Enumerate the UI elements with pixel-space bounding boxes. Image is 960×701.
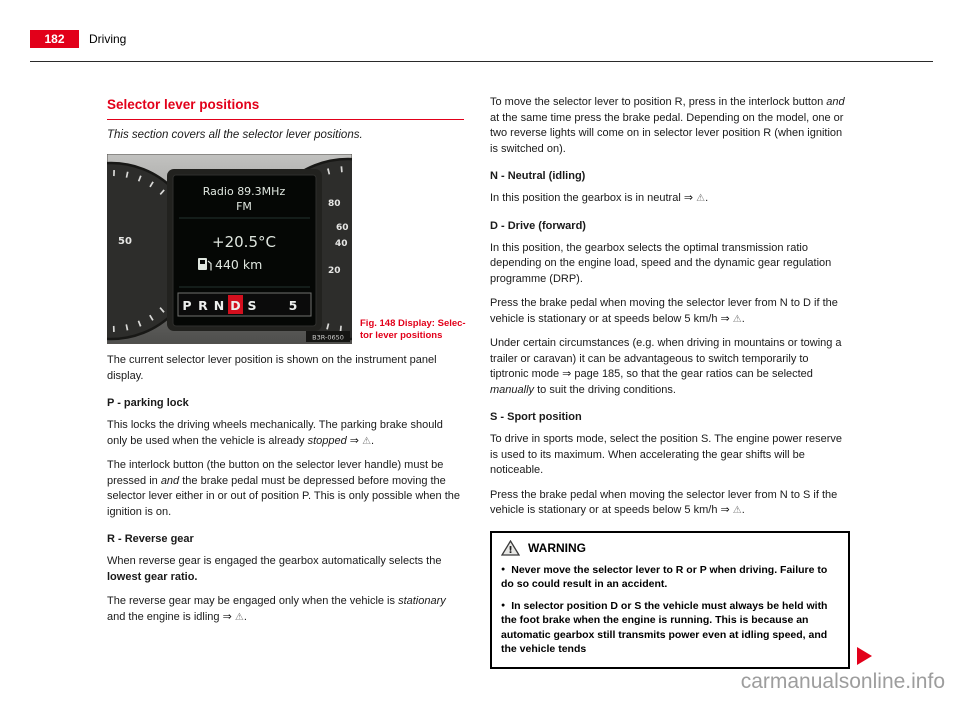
watermark: carmanualsonline.info [740, 670, 945, 693]
gear-letter: S [247, 298, 257, 313]
display-range: 440 km [215, 257, 263, 272]
gauge-label: 60 [336, 223, 349, 233]
figure-caption-line: Fig. 148 Display: Selec- [360, 318, 466, 329]
header-row [30, 30, 933, 48]
gauge-label: 50 [118, 236, 132, 247]
page-header [30, 30, 933, 62]
gear-letter: R [198, 298, 208, 313]
display-radio-text: Radio 89.3MHz [202, 185, 286, 198]
left-column [107, 97, 464, 625]
chapter-title: Driving [89, 32, 127, 46]
instrument-cluster-photo [107, 154, 352, 344]
paragraph: The interlock button (the button on the selector lever handle) must be pressed in and the brake pedal must be depressed before moving the selector lever either in or out of position P. This is only possible when the ignition is on. [107, 459, 461, 518]
warning-box [490, 531, 850, 669]
subheading-neutral: N - Neutral (idling) [490, 170, 586, 182]
gear-letter-active: D [230, 298, 241, 313]
gear-letter: N [213, 298, 225, 313]
figure-caption [360, 318, 466, 342]
figure-part-code: B3R-0650 [312, 333, 344, 342]
current-gear-number: 5 [288, 298, 298, 313]
paragraph: This locks the driving wheels mechanically. The parking brake should only be used when the vehicle is already stopped ⇒ ⚠. [107, 419, 443, 447]
gauge-label: 40 [335, 239, 348, 249]
subheading-drive: D - Drive (forward) [490, 219, 586, 232]
gauge-label: 80 [328, 199, 341, 209]
figure-148 [107, 154, 464, 344]
section-heading: Selector lever positions [107, 97, 464, 120]
figure-caption-line: tor lever positions [360, 330, 443, 341]
subheading-parking-lock: P - parking lock [107, 397, 189, 409]
paragraph: In this position, the gearbox selects the optimal transmission ratio depending on the engine load, speed and the dynamic gear regulation programme (DRP). [490, 241, 832, 285]
paragraph: The reverse gear may be engaged only when the vehicle is stationary and the engine is idling ⇒ ⚠. [107, 595, 446, 623]
paragraph: The current selector lever position is shown on the instrument panel display. [107, 354, 437, 382]
gear-indicator [178, 293, 311, 316]
paragraph: Press the brake pedal when moving the selector lever from N to D if the vehicle is stationary or at speeds below 5 km/h ⇒ ⚠. [490, 297, 838, 325]
subheading-sport: S - Sport position [490, 411, 582, 423]
warning-triangle-icon [501, 540, 520, 556]
page-number-badge: 182 [30, 30, 79, 48]
warning-bullet: ● Never move the selector lever to R or P when driving. Failure to do so could result in an accident. [501, 563, 839, 592]
paragraph: Press the brake pedal when moving the selector lever from N to S if the vehicle is stationary or at speeds below 5 km/h ⇒ ⚠. [490, 488, 838, 516]
warning-header [501, 540, 839, 556]
page-continues-arrow-icon [857, 647, 872, 665]
svg-text:!: ! [508, 544, 513, 556]
subheading-reverse-gear: R - Reverse gear [107, 533, 194, 545]
right-column [490, 95, 850, 669]
gauge-label: 20 [328, 266, 341, 276]
gear-letter: P [182, 298, 192, 313]
paragraph: When reverse gear is engaged the gearbox automatically selects the lowest gear ratio. [107, 555, 442, 583]
warning-title: WARNING [528, 540, 586, 555]
paragraph: To drive in sports mode, select the position S. The engine power reserve is used to its maximum. When accelerating the gear shifts will be noticeable. [490, 433, 842, 476]
paragraph: To move the selector lever to position R, press in the interlock button and at the same time press the brake pedal. Depending on the model, one or two reverse lights will come on in selector lever position R (when ignition is switched on). [490, 96, 845, 155]
warning-bullet: ● In selector position D or S the vehicle must always be held with the foot brake when the engine is running. This is because an automatic gearbox still transmits power even at idling speed, and the vehicle tends [501, 599, 839, 657]
section-intro: This section covers all the selector lever positions. [107, 129, 363, 141]
header-rule [30, 61, 933, 62]
paragraph: In this position the gearbox is in neutral ⇒ ⚠. [490, 192, 709, 204]
paragraph: Under certain circumstances (e.g. when driving in mountains or towing a trailer or caravan) it can be advantageous to switch temporarily to tiptronic mode ⇒ page 185, so that the gear ratios can be selected manually to suit the driving conditions. [490, 337, 842, 396]
display-band-text: FM [236, 200, 252, 213]
display-temperature: +20.5°C [212, 233, 276, 251]
